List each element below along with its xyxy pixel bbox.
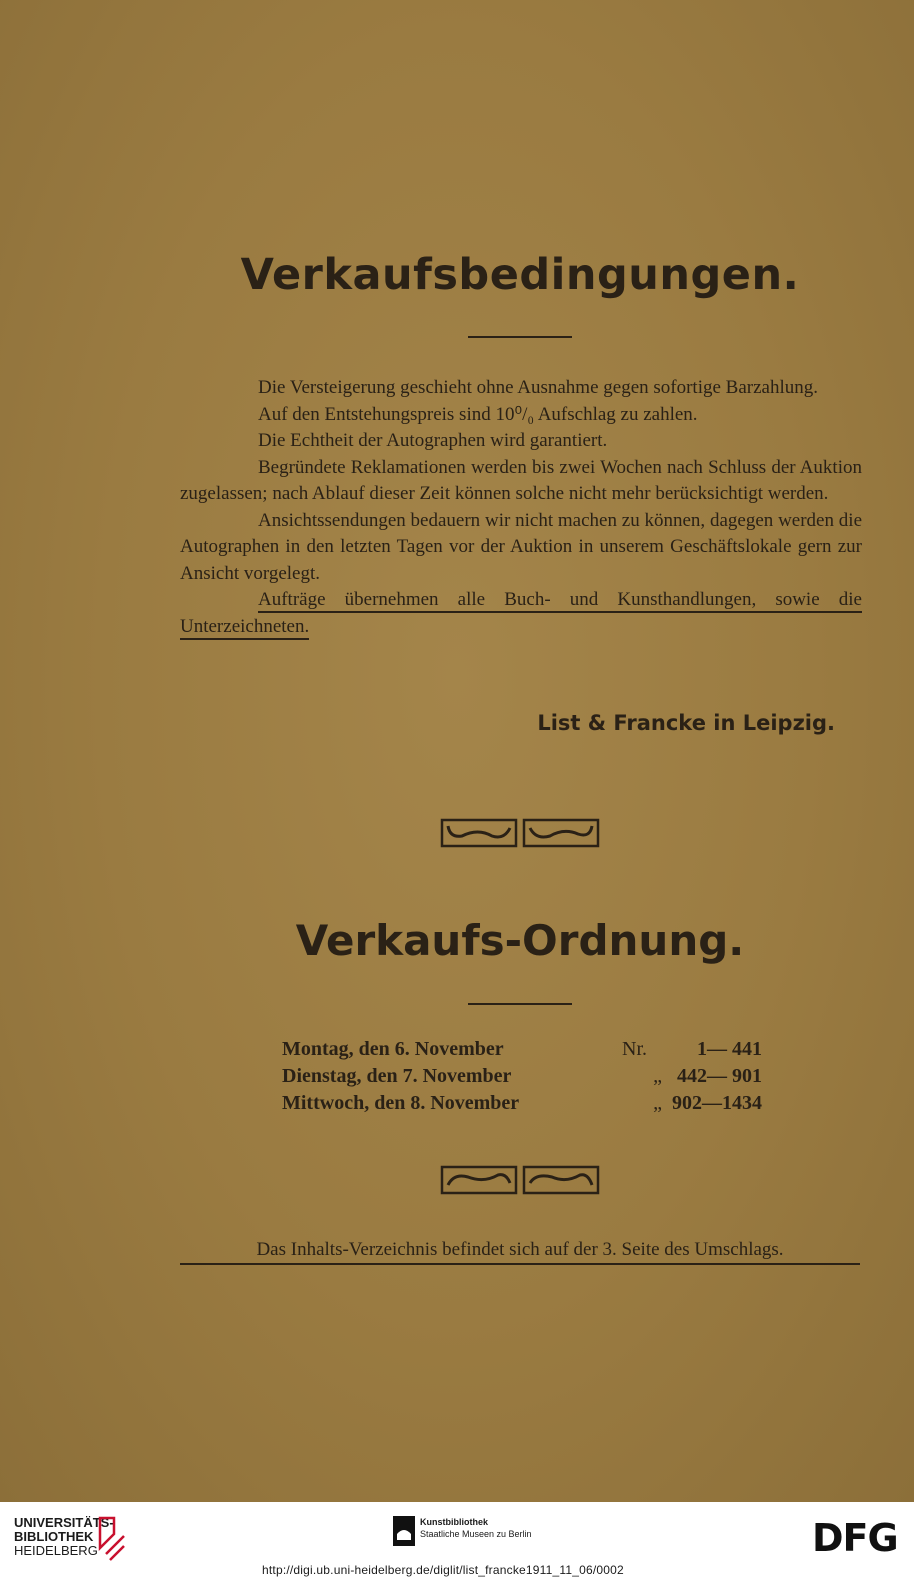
order-title-rule [468,1003,572,1005]
schedule-range: 1— 441 [697,1038,762,1060]
ub-logo-icon[interactable] [96,1514,128,1564]
signature: List & Francke in Leipzig. [537,711,835,735]
kb-line-2: Staatliche Museen zu Berlin [420,1529,532,1539]
paragraph-surcharge: Auf den Entstehungspreis sind 10⁰/₀ Aufschlag zu zahlen. [258,403,698,425]
orders-text: Aufträge übernehmen alle Buch- und Kunsthandlungen, sowie die Unterzeichneten. [180,589,862,640]
dfg-logo[interactable]: DFG [812,1516,898,1560]
ornament-divider-icon [440,1165,600,1195]
schedule-row [282,1036,762,1063]
permalink-url[interactable]: http://digi.ub.uni-heidelberg.de/diglit/list_francke1911_11_06/0002 [262,1563,624,1577]
footer-note: Das Inhalts-Verzeichnis befindet sich auf der 3. Seite des Umschlags. [180,1239,860,1265]
schedule-row [282,1063,762,1090]
ub-line-2: BIBLIOTHEK [14,1529,94,1544]
kb-line-1: Kunstbibliothek [420,1517,488,1527]
schedule-day: Mittwoch, den 8. November [282,1092,520,1114]
kunstbibliothek-label [420,1516,532,1540]
schedule-range: 442— 901 [677,1065,762,1087]
schedule-row [282,1090,762,1117]
schedule-prefix: Nr. [622,1038,647,1060]
order-title: Verkaufs-Ordnung. [295,916,745,965]
paragraph-orders [180,587,862,640]
ub-line-1: UNIVERSITÄTS- [14,1515,114,1530]
kunstbibliothek-logo-icon[interactable] [393,1516,415,1546]
schedule-day: Dienstag, den 7. November [282,1065,512,1087]
title-rule [468,336,572,338]
schedule-range: 902—1434 [672,1092,762,1114]
schedule-day: Montag, den 6. November [282,1038,504,1060]
paragraph-authenticity: Die Echtheit der Autographen wird garantiert. [258,430,608,451]
ub-line-3: HEIDELBERG [14,1543,98,1558]
schedule-prefix: „ [653,1065,662,1087]
conditions-text [180,375,862,640]
conditions-title: Verkaufsbedingungen. [240,250,800,300]
ornament-divider-icon [440,818,600,848]
order-schedule [282,1036,762,1117]
paragraph-payment: Die Versteigerung geschieht ohne Ausnahme gegen sofortige Barzahlung. [258,377,818,398]
paragraph-viewing: Ansichtssendungen bedauern wir nicht machen zu können, dagegen werden die Autographen in den letzten Tagen vor der Auktion in unserem Geschäftslokale gern zur Ansicht vorgelegt. [180,509,862,584]
page-edge [914,0,920,1502]
paragraph-claims: Begründete Reklamationen werden bis zwei Wochen nach Schluss der Auktion zugelassen; nach Ablauf dieser Zeit können solche nicht mehr berücksichtigt werden. [180,456,862,504]
schedule-prefix: „ [653,1092,662,1114]
